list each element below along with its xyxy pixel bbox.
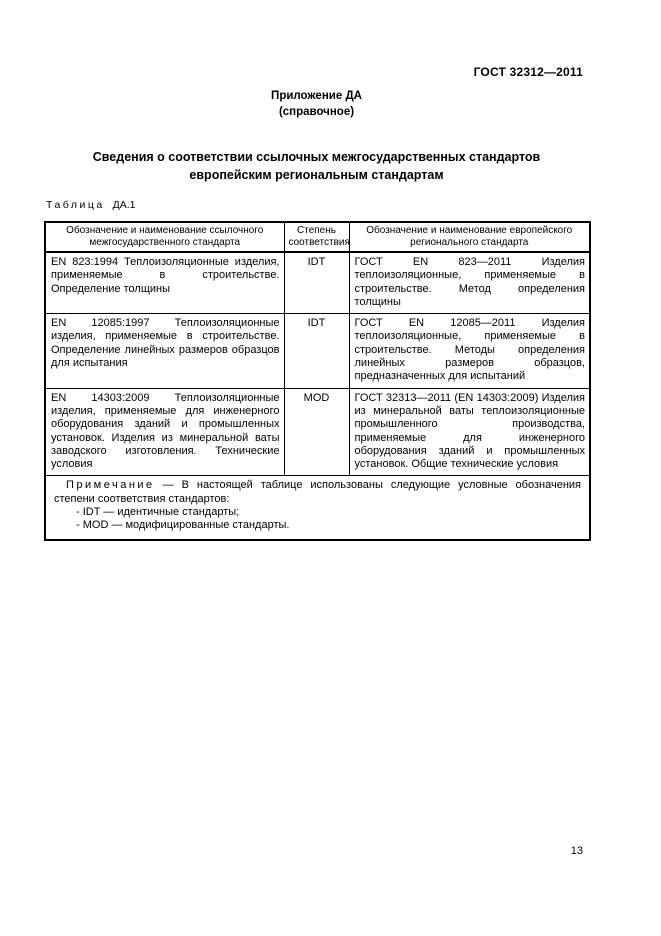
appendix-label: Приложение ДА (271, 90, 362, 102)
column-header-interstate-standard: Обозначение и наименование ссылочного межгосударственного стандарта (45, 222, 284, 252)
cell-interstate-standard: EN 12085:1997 Теплоизоляционные изделия, применяемые в строительстве. Определение линейных размеров образцов для испытания (45, 314, 284, 388)
table-caption-word: Таблица (46, 199, 105, 211)
appendix-heading (44, 88, 589, 120)
note-intro-text: — В настоящей таблице использованы следующие условные обозначения степени соответствия стандартов: (54, 479, 581, 505)
note-item-mod: - MOD — модифицированные стандарты. (76, 519, 290, 532)
table-row (45, 252, 590, 314)
cell-degree: IDT (284, 314, 349, 388)
page-number: 13 (570, 845, 583, 857)
table-note-cell (45, 476, 590, 540)
table-row (45, 314, 590, 388)
note-intro (54, 479, 581, 506)
cell-interstate-standard: EN 823:1994 Теплоизоляционные изделия, применяемые в строительстве. Определение толщины (45, 252, 284, 314)
note-item-idt: - IDT — идентичные стандарты; (76, 506, 240, 519)
standards-correspondence-table (44, 221, 591, 541)
table-note-row (45, 476, 590, 540)
appendix-note: (справочное) (278, 106, 355, 118)
section-title (44, 149, 589, 184)
note-label: Примечание (66, 479, 155, 492)
cell-european-standard: ГОСТ EN 823—2011 Изделия теплоизоляционные, применяемые в строительстве. Метод определения толщины (349, 252, 590, 314)
doc-number: ГОСТ 32312—2011 (473, 65, 583, 79)
table-caption-number: ДА.1 (112, 199, 136, 211)
cell-european-standard: ГОСТ 32313—2011 (EN 14303:2009) Изделия из минеральной ваты теплоизоляционные промышленного производства, применяемые для инженерного оборудования зданий и промышленных установок. Общие технические условия (349, 388, 590, 476)
table-header-row (45, 222, 590, 252)
cell-interstate-standard: EN 14303:2009 Теплоизоляционные изделия, применяемые для инженерного оборудования зданий и промышленных установок. Изделия из минеральной ваты заводского изготовления. Технические условия (45, 388, 284, 476)
section-title-line2: европейским региональным стандартам (189, 167, 444, 182)
cell-degree: IDT (284, 252, 349, 314)
table-row (45, 388, 590, 476)
column-header-degree: Степень соответствия (284, 222, 349, 252)
section-title-line1: Сведения о соответствии ссылочных межгосударственных стандартов (92, 150, 541, 164)
cell-degree: MOD (284, 388, 349, 476)
cell-european-standard: ГОСТ EN 12085—2011 Изделия теплоизоляционные, применяемые в строительстве. Методы определения линейных размеров образцов, предназначенных для испытаний (349, 314, 590, 388)
column-header-european-standard: Обозначение и наименование европейского регионального стандарта (349, 222, 590, 252)
table-caption (46, 199, 135, 211)
